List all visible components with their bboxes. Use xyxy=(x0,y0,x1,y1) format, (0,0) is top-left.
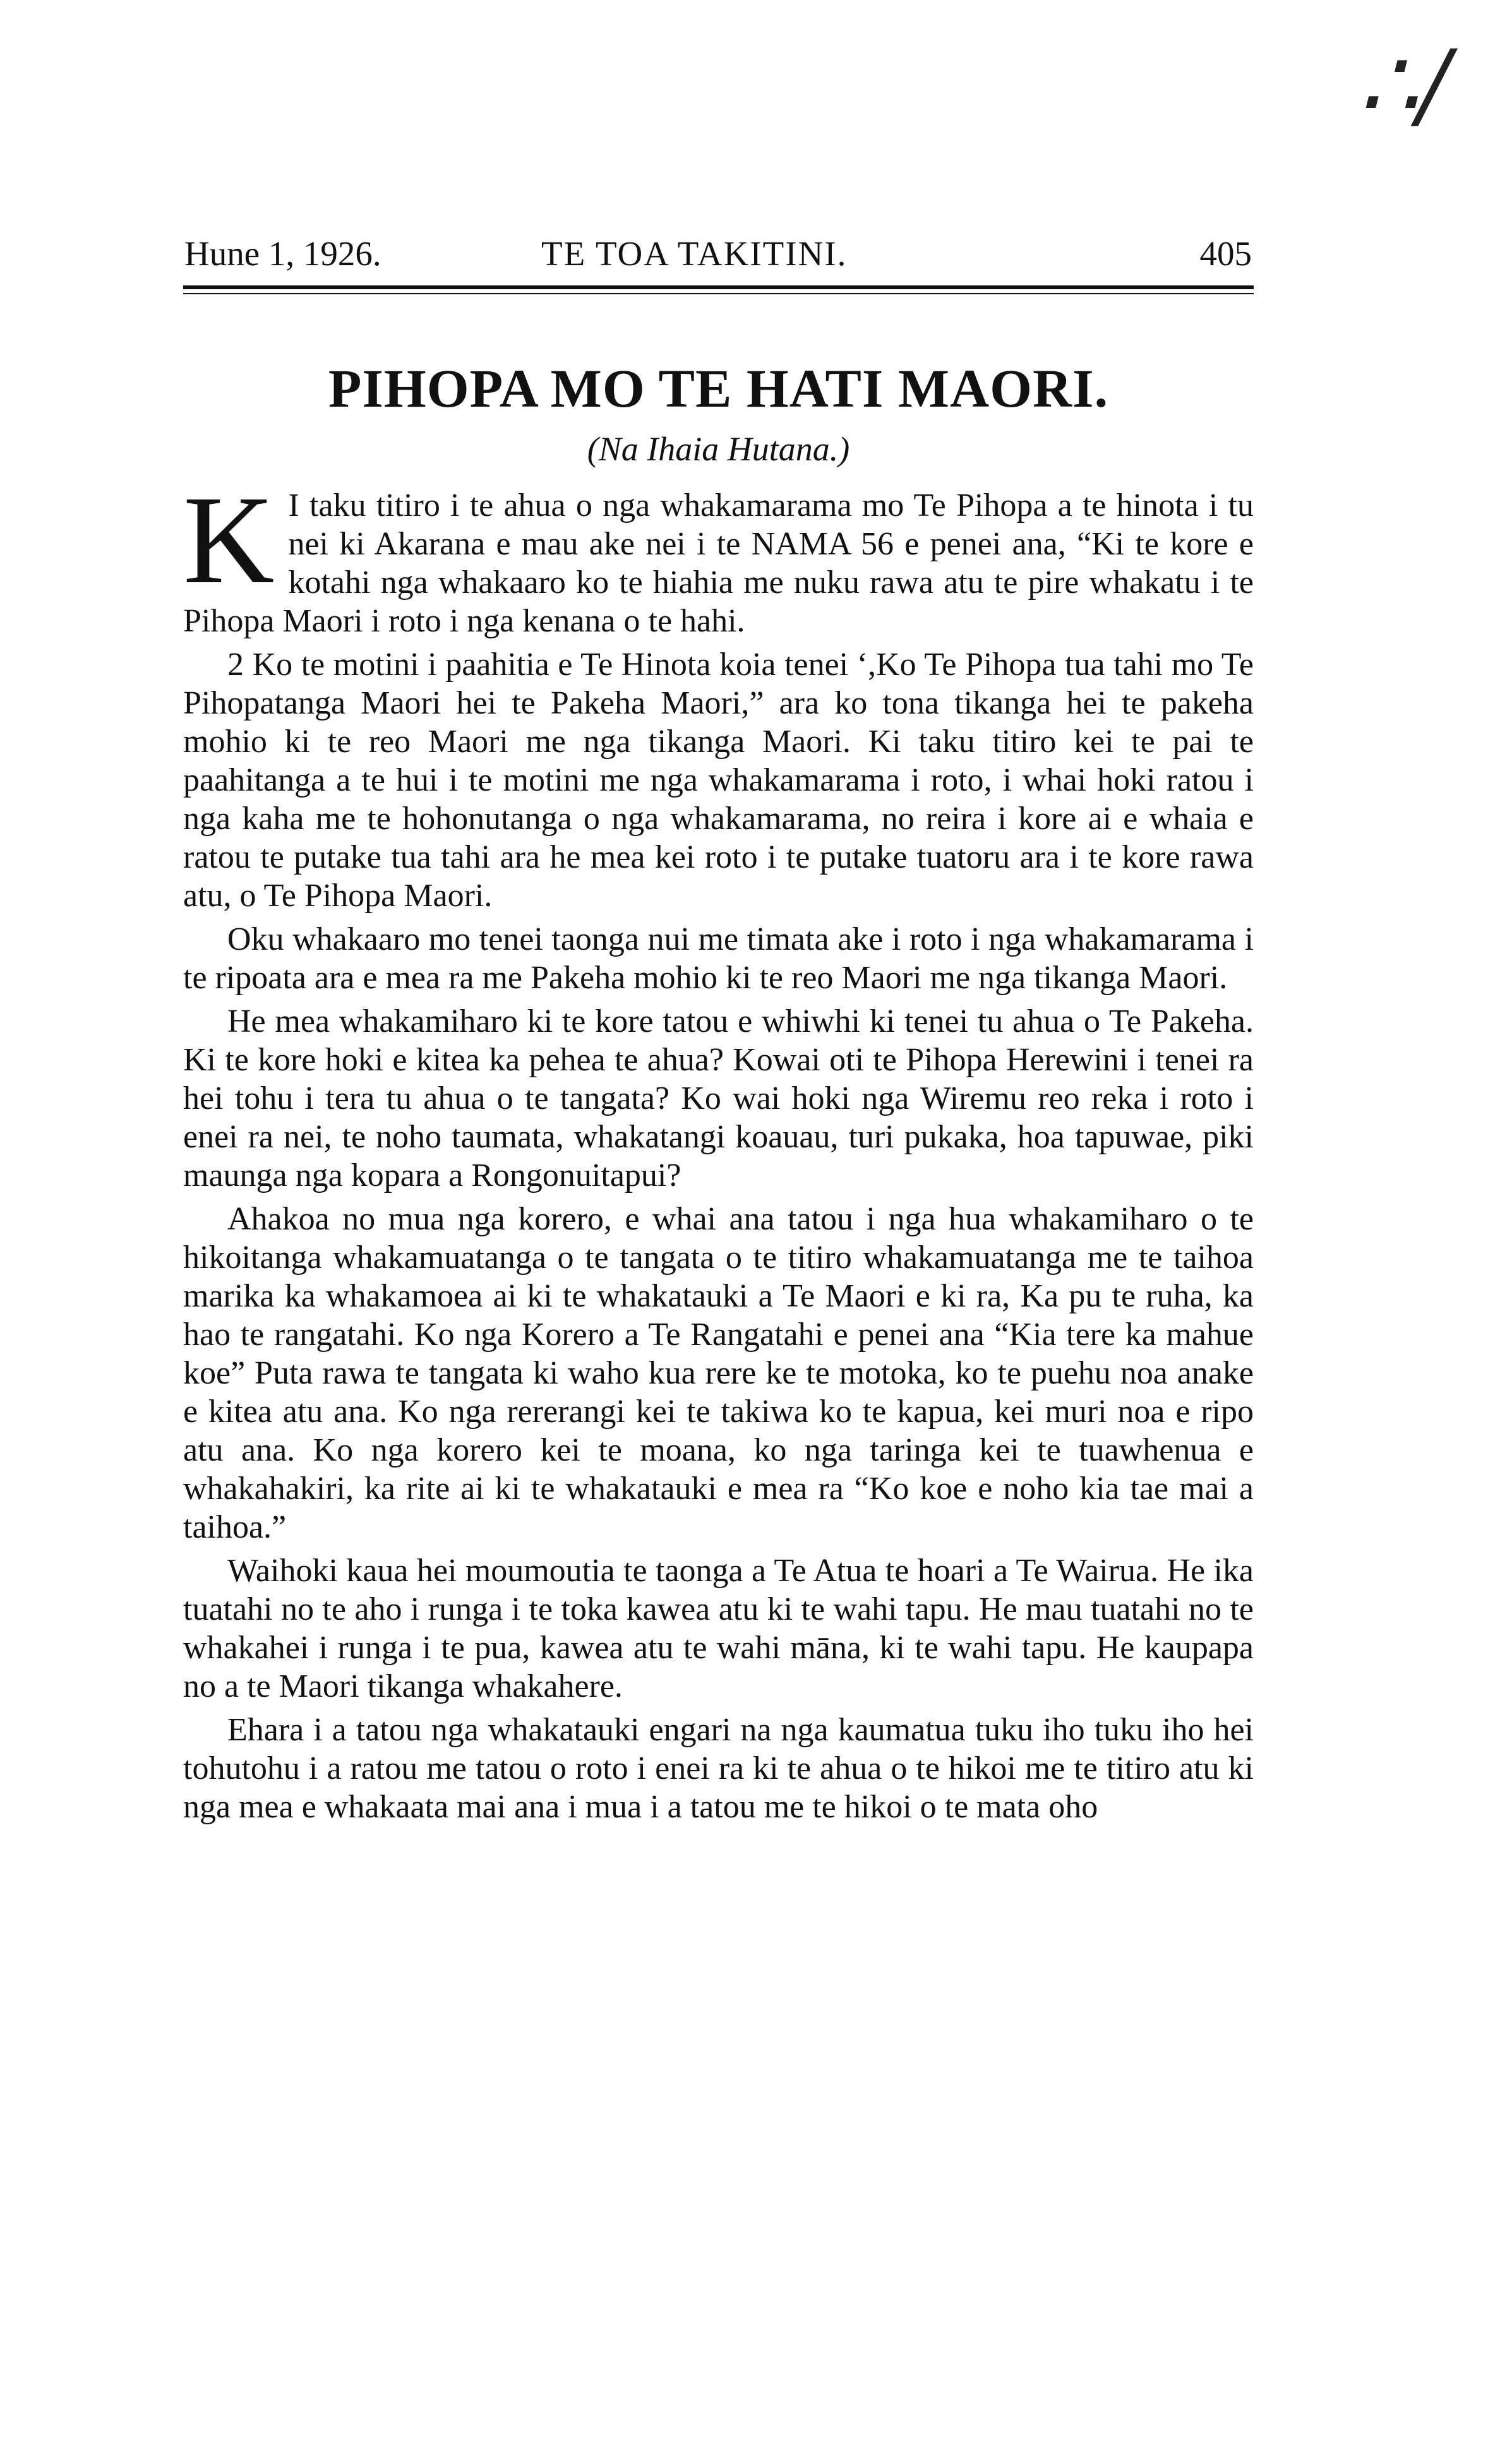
paragraph-3: Oku whakaaro mo tenei taonga nui me timata ake i roto i nga whakamarama i te ripoata ara e mea ra me Pakeha mohio ki te reo Maori me nga tikanga Maori. xyxy=(183,921,1254,996)
paragraph-7: Ehara i a tatou nga whakatauki engari na nga kaumatua tuku iho tuku iho hei tohutohu i a ratou me tatou o roto i enei ra ki te ahua o te hikoi me te titiro atu ki nga mea e whakaata mai ana i mua i a tatou me te hikoi o te mata oho xyxy=(183,1712,1254,1825)
drop-cap: K xyxy=(183,470,275,610)
header-date: Hune 1, 1926. xyxy=(184,234,381,273)
paragraph-5: Ahakoa no mua nga korero, e whai ana tatou i nga hua whakamiharo o te hikoitanga whakamuatanga o te tangata o te titiro whakamuatanga me te taihoa marika ka whakamoea ai ki te whakatauki a Te Maori e ki ra, Ka pu te ruha, ka hao te rangatahi. Ko nga Korero a Te Rangatahi e penei ana “Kia tere ka mahue koe” Puta rawa te tangata ki waho kua rere ke te motoka, ko te puehu noa anake e kitea atu ana. Ko nga rererangi kei te takiwa ko te kapua, kei muri noa e ripo atu ana. Ko nga korero kei te moana, ko nga taringa kei te tuawhenua e whakahakiri, ka rite ai ki te whakatauki e mea ra “Ko koe e noho kia tae mai a taihoa.” xyxy=(183,1201,1254,1545)
paragraph-4: He mea whakamiharo ki te kore tatou e whiwhi ki tenei tu ahua o Te Pakeha. Ki te kore hoki e kitea ka pehea te ahua? Kowai oti te Pihopa Herewini i tenei ra hei tohu i tera tu ahua o te tangata? Ko wai hoki nga Wiremu reo reka i roto i enei ra nei, te noho taumata, whakatangi koauau, turi pukaka, hoa tapuwae, piki maunga nga kopara a Rongonuitapui? xyxy=(183,1003,1254,1193)
header-rule-thin xyxy=(183,293,1254,294)
paragraph-1 xyxy=(183,470,1254,640)
margin-annotation: ∴/ xyxy=(1358,30,1450,140)
page-number: 405 xyxy=(1199,234,1252,273)
header-journal-title: TE TOA TAKITINI. xyxy=(541,234,848,273)
article-title: PIHOPA MO TE HATI MAORI. xyxy=(328,358,1109,419)
paragraph-6: Waihoki kaua hei moumoutia te taonga a Te Atua te hoari a Te Wairua. He ika tuatahi no te aho i runga i te toka kawea atu ki te wahi tapu. He mau tuatahi no te whakahei i runga i te pua, kawea atu te wahi māna, ki te wahi tapu. He kaupapa no a te Maori tikanga whakahere. xyxy=(183,1553,1254,1704)
running-header xyxy=(184,234,1252,284)
article-body xyxy=(183,470,1254,1831)
paragraph-1-text: I taku titiro i te ahua o nga whakamarama mo Te Pihopa a te hinota i tu nei ki Akarana e mau ake nei i te NAMA 56 e penei ana, “Ki te kore e kotahi nga whakaaro ko te hiahia me nuku rawa atu te pire whakatu i te Pihopa Maori i roto i nga kenana o te hahi. xyxy=(183,487,1254,639)
header-rule-thick xyxy=(183,285,1254,289)
paragraph-2: 2 Ko te motini i paahitia e Te Hinota koia tenei ‘,Ko Te Pihopa tua tahi mo Te Pihopatanga Maori hei te Pakeha Maori,” ara ko tona tikanga hei te pakeha mohio ki te reo Maori me nga tikanga Maori. Ki taku titiro kei te pai te paahitanga a te hui i te motini me nga whakamarama i roto, i whai hoki ratou i nga kaha me te hohonutanga o nga whakamarama, no reira i kore ai e whaia e ratou te putake tua tahi ara he mea kei roto i te putake tuatoru ara i te kore rawa atu, o Te Pihopa Maori. xyxy=(183,647,1254,914)
article-byline: (Na Ihaia Hutana.) xyxy=(587,430,850,468)
